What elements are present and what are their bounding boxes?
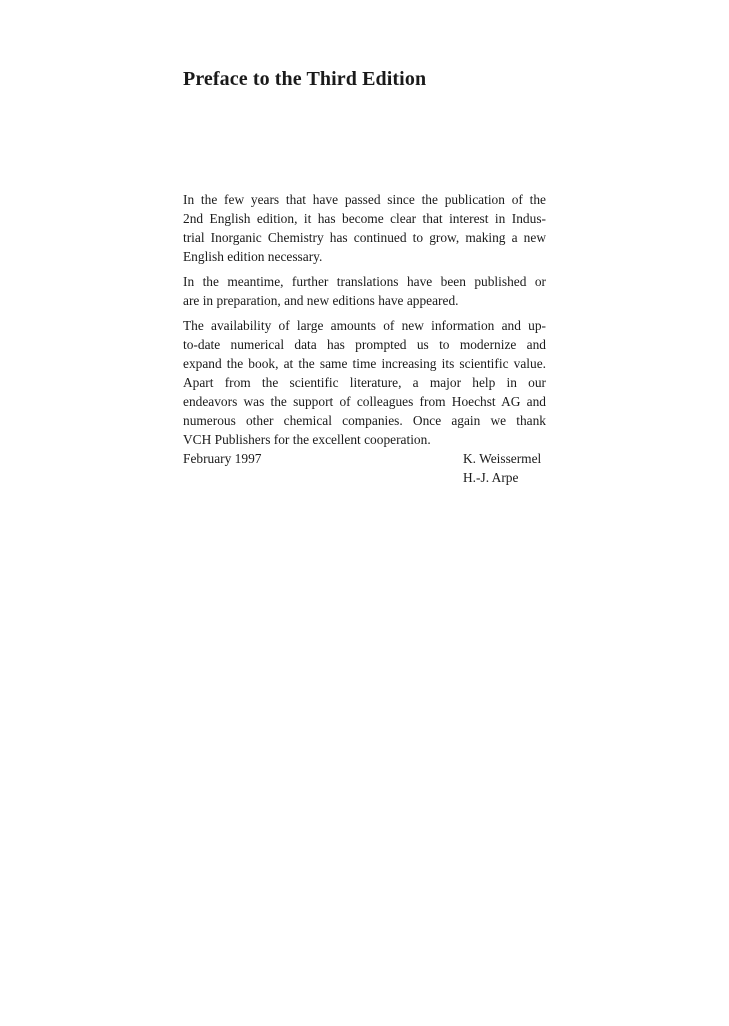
text-line: expand the book, at the same time increasing its scientific value. [183, 356, 546, 371]
text-line: are in preparation, and new editions have appeared. [183, 293, 459, 308]
paragraph-1 [183, 190, 546, 266]
page-title: Preface to the Third Edition [183, 68, 427, 90]
text-line: to-date numerical data has prompted us to modernize and [183, 337, 546, 352]
text-line: In the few years that have passed since the publication of the [183, 192, 546, 207]
signature-date: February 1997 [183, 451, 262, 466]
text-line: trial Inorganic Chemistry has continued to grow, making a new [183, 230, 546, 245]
paragraph-2 [183, 272, 546, 310]
text-line: Apart from the scientific literature, a major help in our [183, 375, 546, 390]
paragraph-3 [183, 316, 546, 449]
preface-body [183, 190, 546, 455]
text-line: The availability of large amounts of new information and up- [183, 318, 546, 333]
text-line: numerous other chemical companies. Once again we thank [183, 413, 546, 428]
text-line: 2nd English edition, it has become clear that interest in Indus- [183, 211, 546, 226]
text-line: English edition necessary. [183, 249, 323, 264]
text-line: VCH Publishers for the excellent cooperation. [183, 432, 431, 447]
text-line: endeavors was the support of colleagues from Hoechst AG and [183, 394, 546, 409]
author-list [463, 449, 541, 487]
text-line: In the meantime, further translations have been published or [183, 274, 546, 289]
author-name: K. Weissermel [463, 451, 542, 466]
author-name: H.-J. Arpe [463, 470, 519, 485]
